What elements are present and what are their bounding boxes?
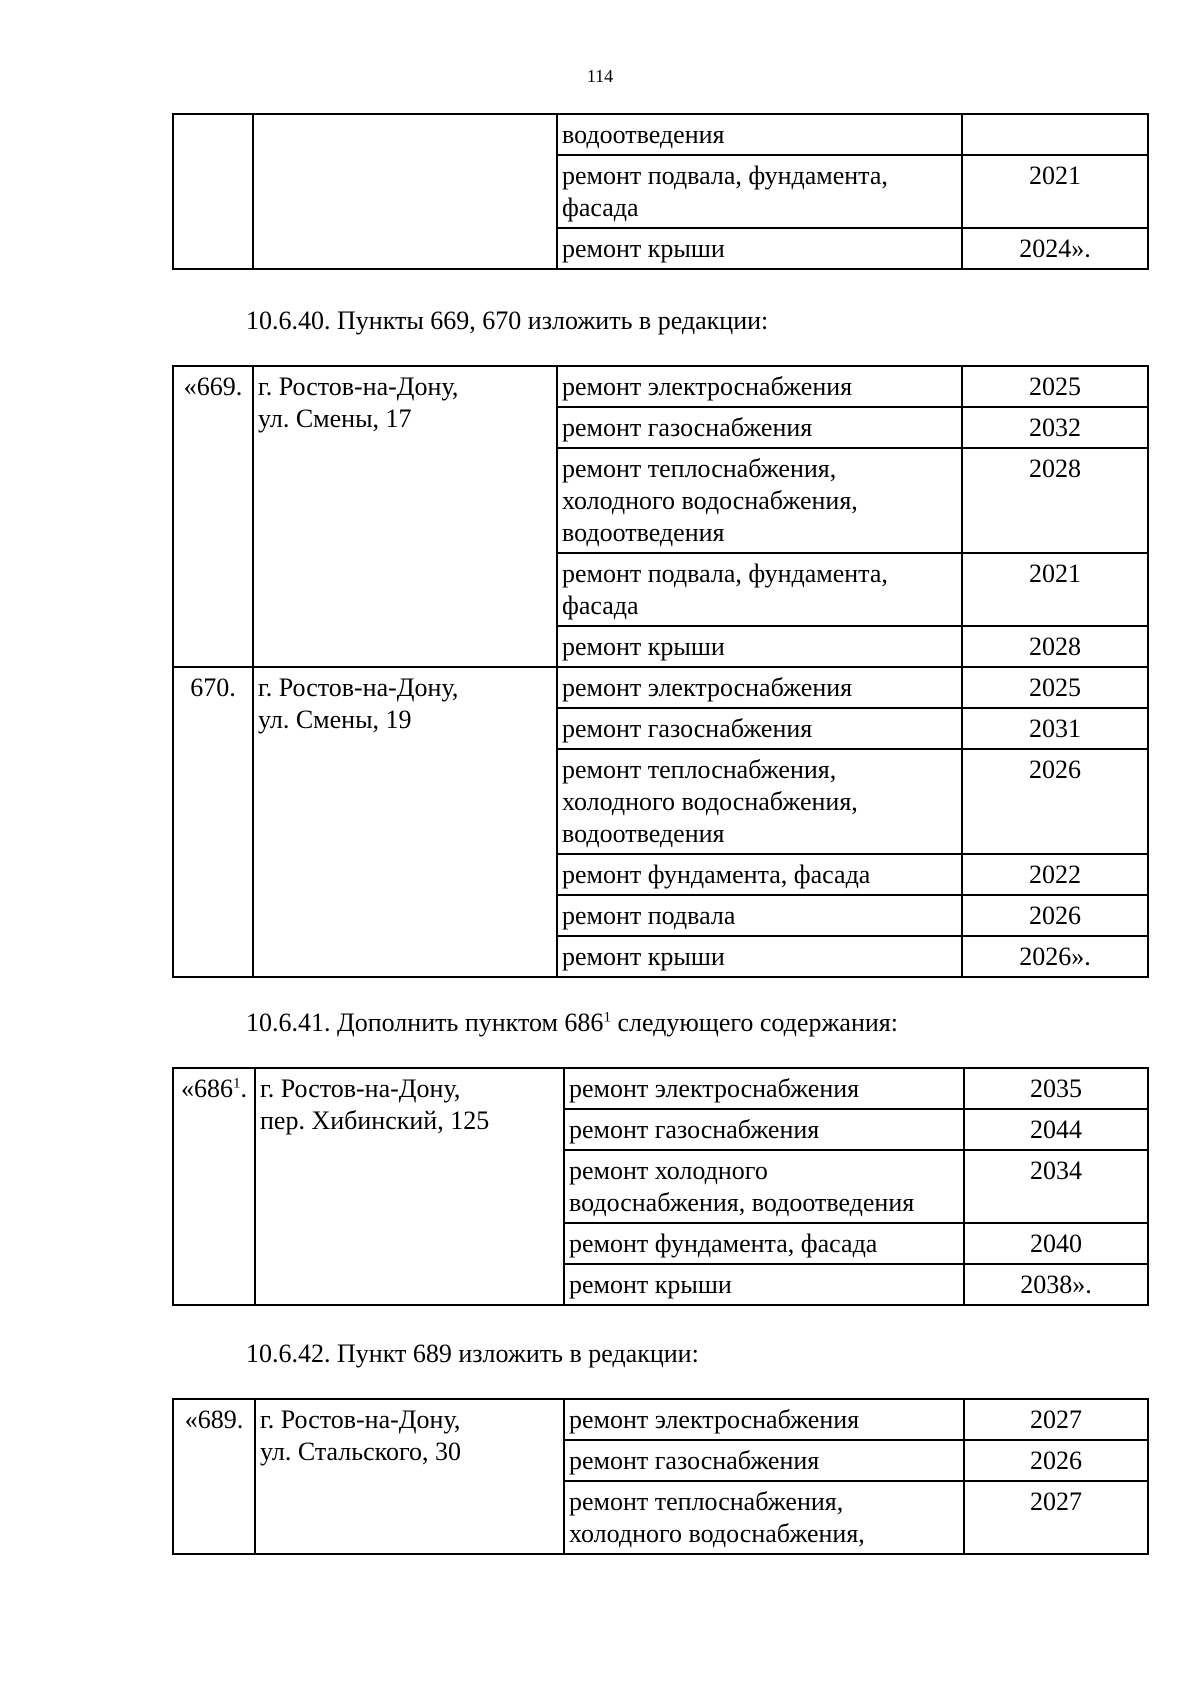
work-cell: ремонт крыши: [557, 228, 962, 269]
table-row: [173, 366, 1148, 407]
year-cell: 2038».: [964, 1264, 1148, 1305]
work-cell: ремонт газоснабжения: [557, 708, 962, 749]
paragraph-10-6-42: 10.6.42. Пункт 689 изложить в редакции:: [246, 1339, 699, 1368]
number-cell: 670.: [173, 667, 253, 977]
year-cell: 2021: [962, 553, 1148, 626]
work-cell: ремонт электроснабжения: [564, 1068, 964, 1109]
year-cell: 2028: [962, 626, 1148, 667]
year-cell: 2031: [962, 708, 1148, 749]
work-cell: ремонт крыши: [564, 1264, 964, 1305]
table-item-686-1: [172, 1067, 1149, 1306]
work-cell: ремонт фундамента, фасада: [557, 854, 962, 895]
work-cell: ремонт теплоснабжения, холодного водоснабжения,: [564, 1481, 964, 1554]
number-cell: «$686^1$.: [173, 1068, 255, 1305]
work-cell: ремонт теплоснабжения, холодного водоснабжения, водоотведения: [557, 749, 962, 854]
number-cell: «669.: [173, 366, 253, 667]
work-cell: ремонт газоснабжения: [564, 1440, 964, 1481]
address-cell: г. Ростов-на-Дону, ул. Стальского, 30: [255, 1399, 564, 1554]
work-cell: водоотведения: [557, 114, 962, 155]
year-cell: 2024».: [962, 228, 1148, 269]
number-cell: «689.: [173, 1399, 255, 1554]
year-cell: 2035: [964, 1068, 1148, 1109]
table-row: [173, 1068, 1148, 1109]
year-cell: 2040: [964, 1223, 1148, 1264]
table-items-669-670: [172, 365, 1149, 978]
work-cell: ремонт электроснабжения: [564, 1399, 964, 1440]
year-cell: 2026: [962, 749, 1148, 854]
table-row: [173, 667, 1148, 708]
work-cell: ремонт крыши: [557, 936, 962, 977]
year-cell: 2025: [962, 366, 1148, 407]
year-cell: 2027: [964, 1481, 1148, 1554]
work-cell: ремонт подвала: [557, 895, 962, 936]
year-cell: 2021: [962, 155, 1148, 228]
work-cell: ремонт газоснабжения: [557, 407, 962, 448]
year-cell: 2025: [962, 667, 1148, 708]
year-cell: 2022: [962, 854, 1148, 895]
table-item-689: [172, 1398, 1149, 1555]
address-cell: г. Ростов-на-Дону, ул. Смены, 19: [253, 667, 557, 977]
year-cell: 2026».: [962, 936, 1148, 977]
work-cell: ремонт электроснабжения: [557, 366, 962, 407]
year-cell: [962, 114, 1148, 155]
address-cell: г. Ростов-на-Дону, ул. Смены, 17: [253, 366, 557, 667]
year-cell: 2026: [964, 1440, 1148, 1481]
year-cell: 2026: [962, 895, 1148, 936]
work-cell: ремонт крыши: [557, 626, 962, 667]
paragraph-10-6-40: 10.6.40. Пункты 669, 670 изложить в редакции:: [246, 306, 769, 335]
table-continuation: [172, 113, 1149, 270]
year-cell: 2027: [964, 1399, 1148, 1440]
year-cell: 2044: [964, 1109, 1148, 1150]
work-cell: ремонт электроснабжения: [557, 667, 962, 708]
year-cell: 2032: [962, 407, 1148, 448]
work-cell: ремонт подвала, фундамента, фасада: [557, 553, 962, 626]
work-cell: ремонт фундамента, фасада: [564, 1223, 964, 1264]
year-cell: 2028: [962, 448, 1148, 553]
address-cell: [253, 114, 557, 269]
work-cell: ремонт холодного водоснабжения, водоотведения: [564, 1150, 964, 1223]
paragraph-10-6-41: 10.6.41. Дополнить пунктом $686^1$ следующего содержания:: [246, 1008, 898, 1037]
number-cell: [173, 114, 253, 269]
work-cell: ремонт подвала, фундамента, фасада: [557, 155, 962, 228]
table-row: [173, 1399, 1148, 1440]
work-cell: ремонт теплоснабжения, холодного водоснабжения, водоотведения: [557, 448, 962, 553]
table-row: [173, 114, 1148, 155]
work-cell: ремонт газоснабжения: [564, 1109, 964, 1150]
year-cell: 2034: [964, 1150, 1148, 1223]
page-number: 114: [586, 66, 614, 86]
address-cell: г. Ростов-на-Дону, пер. Хибинский, 125: [255, 1068, 564, 1305]
